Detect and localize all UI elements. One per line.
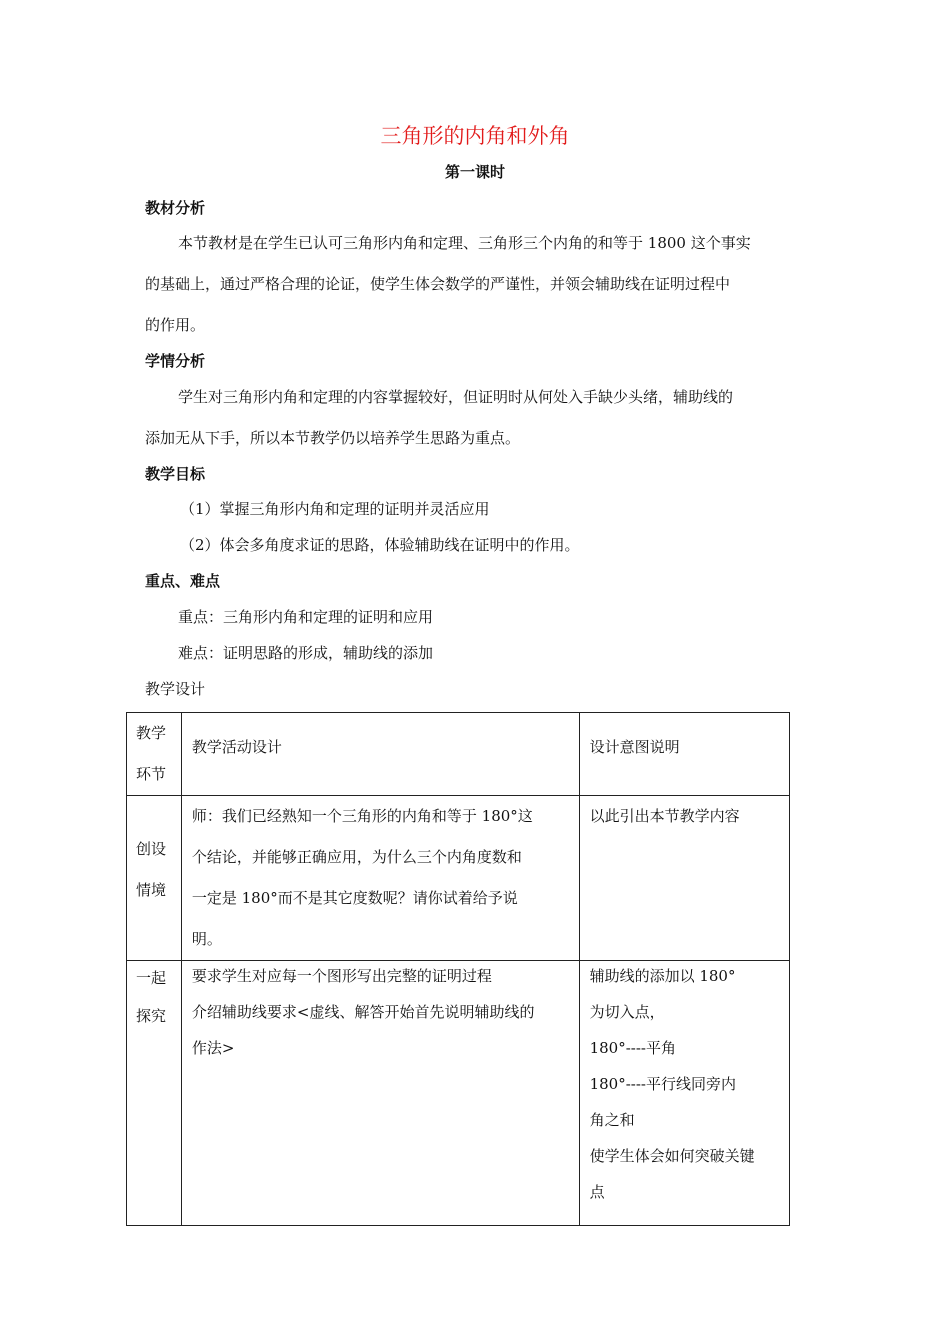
material-line-2: 的基础上，通过严格合理的论证，使学生体会数学的严谨性，并领会辅助线在证明过程中 bbox=[145, 275, 731, 293]
row2-activity-line-3: 作法> bbox=[191, 1039, 235, 1057]
row2-stage-line-1: 一起 bbox=[136, 969, 167, 987]
row2-stage-line-2: 探究 bbox=[136, 1007, 167, 1025]
row2-intent-line-3: 180°----平角 bbox=[589, 1039, 676, 1057]
row1-stage-line-2: 情境 bbox=[136, 881, 167, 899]
row2-activity-cell bbox=[181, 961, 579, 1226]
header-cell-activity bbox=[181, 713, 579, 796]
row2-intent-line-7: 点 bbox=[589, 1183, 605, 1201]
header-cell-intent bbox=[579, 713, 789, 796]
key-point-text: 重点：三角形内角和定理的证明和应用 bbox=[178, 608, 434, 626]
section-heading-key-points: 重点、难点 bbox=[145, 572, 221, 590]
row1-activity-line-2: 个结论，并能够正确应用，为什么三个内角度数和 bbox=[191, 848, 522, 866]
students-line-2: 添加无从下手，所以本节教学仍以培养学生思路为重点。 bbox=[145, 429, 521, 447]
header-stage-line-1: 教学 bbox=[136, 724, 167, 742]
row1-stage-line-1: 创设 bbox=[136, 840, 167, 858]
section-heading-goals: 教学目标 bbox=[145, 465, 206, 483]
header-activity-text: 教学活动设计 bbox=[191, 738, 282, 756]
row2-intent-line-4: 180°----平行线同旁内 bbox=[589, 1075, 736, 1093]
row2-intent-line-5: 角之和 bbox=[589, 1111, 635, 1129]
table-header-row bbox=[127, 713, 790, 796]
row1-activity-line-1: 师：我们已经熟知一个三角形的内角和等于 180°这 bbox=[191, 807, 533, 825]
row1-activity-line-4: 明。 bbox=[191, 930, 222, 948]
header-cell-stage bbox=[127, 713, 182, 796]
row2-activity-line-2: 介绍辅助线要求<虚线、解答开始首先说明辅助线的 bbox=[191, 1003, 535, 1021]
teaching-design-table bbox=[126, 712, 790, 1226]
row1-activity-line-3: 一定是 180°而不是其它度数呢？请你试着给予说 bbox=[191, 889, 518, 907]
row1-intent-cell bbox=[579, 796, 789, 961]
header-stage-line-2: 环节 bbox=[136, 765, 167, 783]
section-heading-material: 教材分析 bbox=[145, 199, 206, 217]
difficulty-text: 难点：证明思路的形成，辅助线的添加 bbox=[178, 644, 434, 662]
table-row bbox=[127, 961, 790, 1226]
table-row bbox=[127, 796, 790, 961]
row2-intent-line-1: 辅助线的添加以 180° bbox=[589, 967, 736, 985]
students-line-1: 学生对三角形内角和定理的内容掌握较好，但证明时从何处入手缺少头绪，辅助线的 bbox=[178, 388, 734, 406]
row1-intent-line-1: 以此引出本节教学内容 bbox=[589, 807, 740, 825]
row1-activity-cell bbox=[181, 796, 579, 961]
material-line-3: 的作用。 bbox=[145, 316, 206, 334]
row2-activity-line-1: 要求学生对应每一个图形写出完整的证明过程 bbox=[191, 967, 492, 985]
section-heading-students: 学情分析 bbox=[145, 352, 206, 370]
design-label: 教学设计 bbox=[145, 680, 206, 698]
row1-stage-cell bbox=[127, 796, 182, 961]
row2-intent-line-2: 为切入点， bbox=[589, 1003, 665, 1021]
row2-intent-cell bbox=[579, 961, 789, 1226]
row2-stage-cell bbox=[127, 961, 182, 1226]
goal-item-2: （2）体会多角度求证的思路，体验辅助线在证明中的作用。 bbox=[180, 536, 580, 554]
material-line-1: 本节教材是在学生已认可三角形内角和定理、三角形三个内角的和等于 1800 这个事实 bbox=[178, 234, 751, 252]
document-subtitle: 第一课时 bbox=[444, 163, 505, 181]
header-intent-text: 设计意图说明 bbox=[589, 738, 680, 756]
document-title: 三角形的内角和外角 bbox=[380, 124, 570, 148]
goal-item-1: （1）掌握三角形内角和定理的证明并灵活应用 bbox=[180, 500, 490, 518]
row2-intent-line-6: 使学生体会如何突破关键 bbox=[589, 1147, 755, 1165]
